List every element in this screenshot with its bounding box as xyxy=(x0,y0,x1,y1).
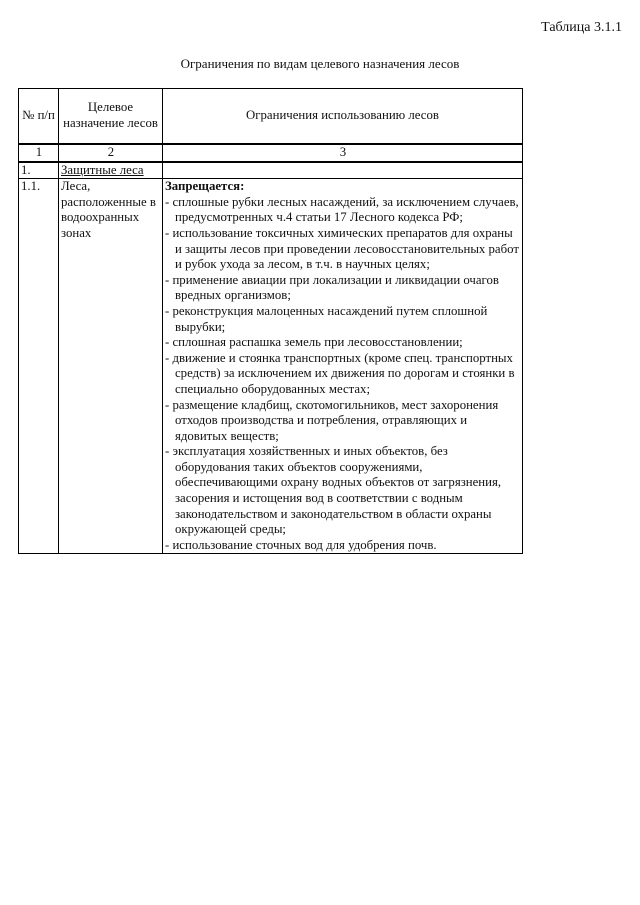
list-item: - реконструкция малоценных насаждений путем сплошной вырубки; xyxy=(165,303,488,334)
list-item: - использование сточных вод для удобрения почв. xyxy=(165,537,437,552)
row-purpose: Леса, расположенные в водоохранных зонах xyxy=(59,179,163,554)
column-number-3: 3 xyxy=(163,144,523,162)
table-title: Ограничения по видам целевого назначения лесов xyxy=(180,56,460,71)
section-number: 1. xyxy=(19,162,59,179)
list-item: - эксплуатация хозяйственных и иных объектов, без оборудования таких объектов сооружениями, обеспечивающими охрану водных объектов от загрязнения, засорения и истощения вод в соответствии с водным законодательством и законодательством в области охраны окружающей среды; xyxy=(165,444,502,537)
row-number: 1.1. xyxy=(19,179,59,554)
table-row xyxy=(19,179,523,554)
header-purpose: Целевое назначение лесов xyxy=(59,89,163,145)
list-item: - использование токсичных химических препаратов для охраны и защиты лесов при проведении лесовосстановительных работ и рубок ухода за лесом, в т.ч. в научных целях; xyxy=(165,225,519,272)
header-number: № п/п xyxy=(19,89,59,145)
list-item: - сплошные рубки лесных насаждений, за исключением случаев, предусмотренных ч.4 статьи 17 Лесного кодекса РФ; xyxy=(165,194,519,225)
column-number-1: 1 xyxy=(19,144,59,162)
section-empty-cell xyxy=(163,162,523,179)
row-restrictions xyxy=(163,179,523,554)
list-item: - сплошная распашка земель при лесовосстановлении; xyxy=(165,335,463,350)
restrictions-list xyxy=(165,195,521,554)
section-row xyxy=(19,162,523,179)
section-name: Защитные леса xyxy=(59,162,163,179)
list-item: - размещение кладбищ, скотомогильников, мест захоронения отходов производства и потребления, отравляющих и ядовитых веществ; xyxy=(165,397,499,443)
list-item: - применение авиации при локализации и ликвидации очагов вредных организмов; xyxy=(165,272,499,303)
list-item: - движение и стоянка транспортных (кроме спец. транспортных средств) за исключением их движения по дорогам и стоянки в специально оборудованных местах; xyxy=(165,350,515,396)
table-number-label: Таблица 3.1.1 xyxy=(541,20,622,35)
header-restrictions: Ограничения использованию лесов xyxy=(163,89,523,145)
restrictions-heading: Запрещается: xyxy=(165,179,245,194)
header-row xyxy=(19,89,523,145)
restrictions-table xyxy=(18,88,523,554)
column-number-2: 2 xyxy=(59,144,163,162)
column-number-row xyxy=(19,144,523,162)
